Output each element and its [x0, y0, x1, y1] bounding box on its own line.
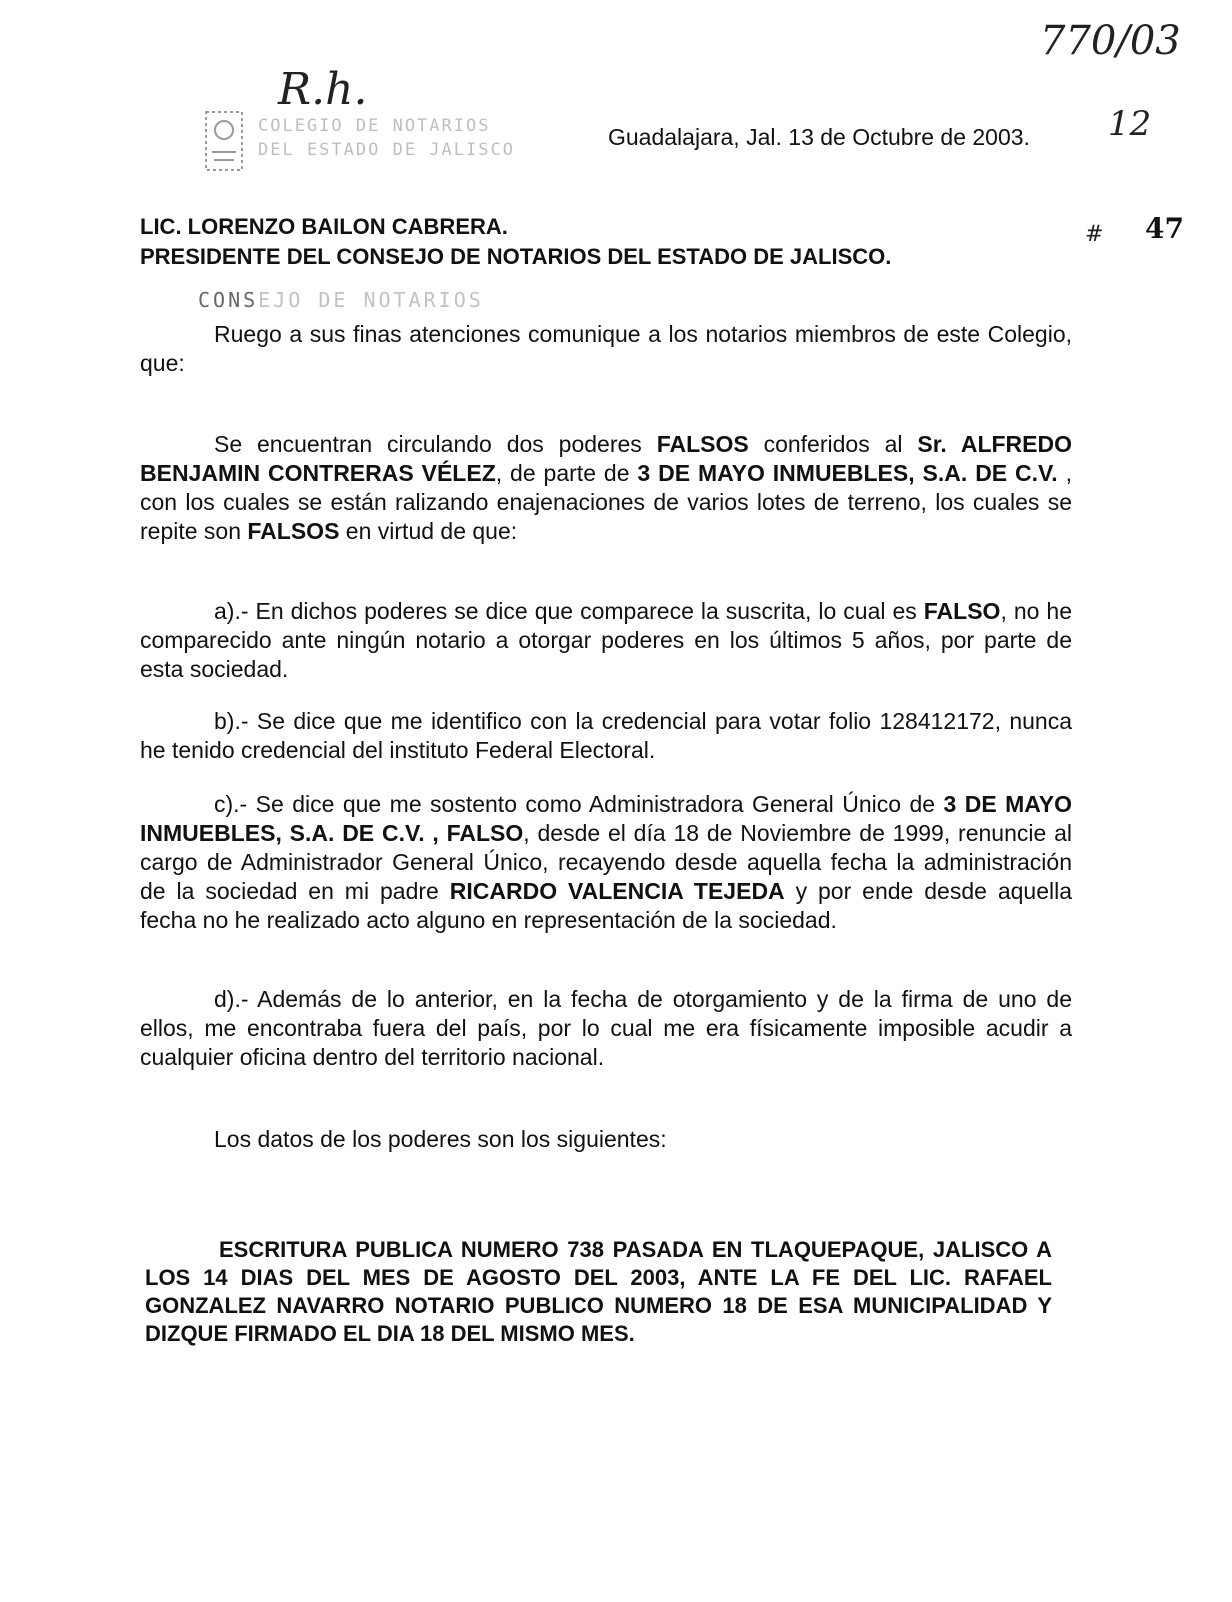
- p1-bold-name: Sr. ALFREDO BENJAMIN CONTRERAS VÉLEZ: [140, 431, 1072, 486]
- handwritten-hash: #: [1085, 222, 1104, 247]
- handwritten-page-mark: 12: [1108, 104, 1152, 144]
- p1-text-c: conferidos al: [748, 431, 918, 457]
- item-b: [140, 707, 1072, 765]
- item-b-text: b).- Se dice que me identifico con la credencial para votar folio 128412172, nunca he tenido credencial del instituto Federal Electoral.: [140, 708, 1072, 763]
- received-stamp-faint: EJO DE NOTARIOS: [258, 288, 484, 312]
- intro-text: Ruego a sus finas atenciones comunique a los notarios miembros de este Colegio, que:: [140, 321, 1072, 376]
- intro-paragraph: [140, 320, 1072, 378]
- paragraph-falsos: [140, 430, 1072, 546]
- item-c: [140, 790, 1072, 935]
- addressee-title: PRESIDENTE DEL CONSEJO DE NOTARIOS DEL ESTADO DE JALISCO.: [140, 244, 892, 269]
- handwritten-file-number: 770/03: [1040, 18, 1181, 64]
- item-d: [140, 985, 1072, 1072]
- item-a-bold: FALSO: [923, 598, 1001, 624]
- item-d-text: d).- Además de lo anterior, en la fecha de otorgamiento y de la firma de uno de ellos, me encontraba fuera del país, por lo cual me era físicamente imposible acudir a cualquier oficina dentro del territorio nacional.: [140, 986, 1072, 1070]
- escritura-text: ESCRITURA PUBLICA NUMERO 738 PASADA EN TLAQUEPAQUE, JALISCO A LOS 14 DIAS DEL MES DE AGOSTO DEL 2003, ANTE LA FE DEL LIC. RAFAEL GONZALEZ NAVARRO NOTARIO PUBLICO NUMERO 18 DE ESA MUNICIPALIDAD Y DIZQUE FIRMADO EL DIA 18 DEL MISMO MES.: [145, 1237, 1052, 1346]
- p1-bold-company: 3 DE MAYO INMUEBLES, S.A. DE C.V.: [637, 460, 1058, 486]
- p1-text-a: Se encuentran circulando dos poderes: [214, 431, 657, 457]
- p1-bold-falsos-2: FALSOS: [247, 518, 340, 544]
- received-stamp: [198, 288, 484, 312]
- addressee-name: LIC. LORENZO BAILON CABRERA.: [140, 214, 508, 239]
- received-stamp-visible: CONS: [198, 288, 259, 312]
- item-a: [140, 597, 1072, 684]
- handwritten-initials: R.h.: [278, 64, 368, 115]
- item-a-text-2: , no he comparecido ante ningún notario a otorgar poderes en los últimos 5 años, por parte de esta sociedad.: [140, 598, 1073, 682]
- stamp-line-1: COLEGIO DE NOTARIOS: [258, 116, 491, 136]
- escritura-block: [145, 1236, 1052, 1348]
- addressee-block: [140, 212, 891, 272]
- handwritten-number: 47: [1145, 212, 1184, 245]
- datos-text: Los datos de los poderes son los siguientes:: [214, 1126, 667, 1152]
- item-c-bold-name: RICARDO VALENCIA TEJEDA: [449, 878, 785, 904]
- seal-emblem-icon: [200, 108, 256, 176]
- item-a-text: a).- En dichos poderes se dice que comparece la suscrita, lo cual es: [214, 598, 924, 624]
- item-c-bold-company: 3 DE MAYO INMUEBLES, S.A. DE C.V. , FALSO: [140, 791, 1072, 846]
- p1-bold-falsos: FALSOS: [656, 431, 749, 457]
- datos-line: [140, 1125, 1072, 1154]
- item-c-text-3: y por ende desde aquella fecha no he realizado acto alguno en representación de la sociedad.: [140, 878, 1073, 933]
- p1-text-e: , de parte de: [495, 460, 638, 486]
- item-c-text: c).- Se dice que me sostento como Administradora General Único de: [214, 791, 944, 817]
- date-line: Guadalajara, Jal. 13 de Octubre de 2003.: [608, 124, 1030, 150]
- p1-text-i: en virtud de que:: [339, 518, 518, 544]
- notary-college-stamp: [200, 108, 515, 178]
- p1-text-g: , con los cuales se están ralizando enajenaciones de varios lotes de terreno, los cuales se repite son: [140, 460, 1072, 544]
- item-c-text-2: , desde el día 18 de Noviembre de 1999, renuncie al cargo de Administrador General Único, recayendo desde aquella fecha la administración de la sociedad en mi padre: [140, 820, 1072, 904]
- stamp-line-2: DEL ESTADO DE JALISCO: [258, 140, 515, 160]
